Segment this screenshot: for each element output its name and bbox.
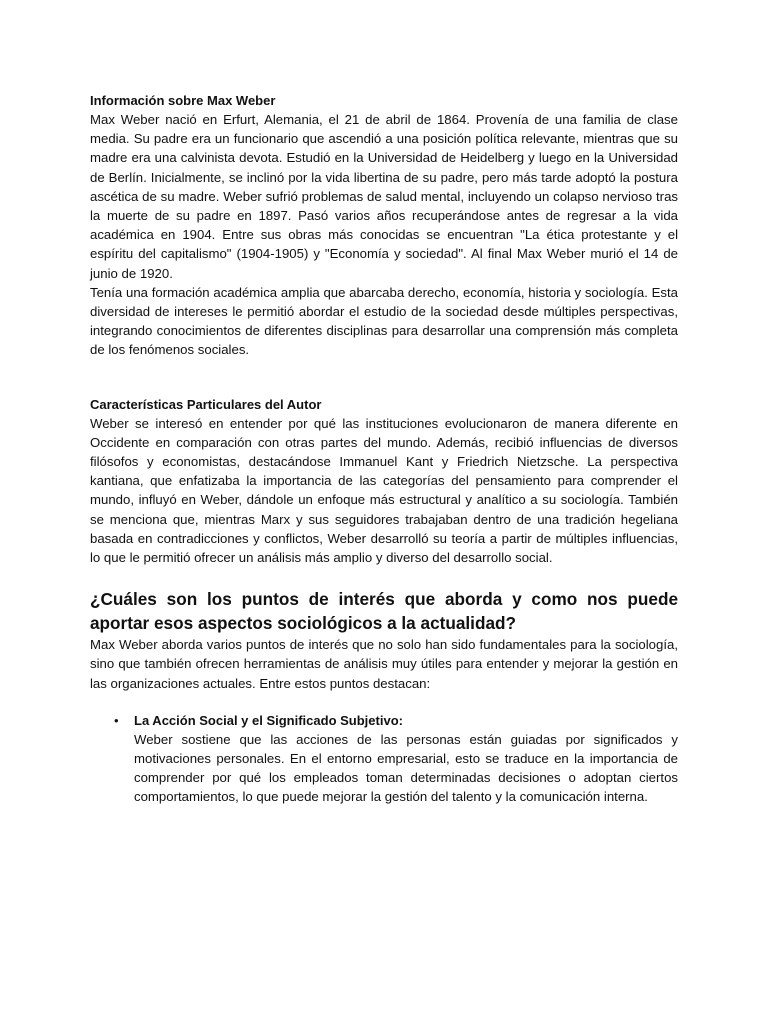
bullet-title: La Acción Social y el Significado Subjetivo: [134,712,403,728]
section-title-characteristics: Características Particulares del Autor [90,396,322,412]
section-title-info: Información sobre Max Weber [90,93,276,108]
bullet-marker: • [114,712,119,728]
paragraph-points-intro: Max Weber aborda varios puntos de interés que no solo han sido fundamentales para la sociología, sino que también ofrecen herramientas de análisis muy útiles para entender y mejorar la gestión en las organizaciones actuales. Entre estos puntos destacan: [90,637,678,691]
paragraph-formation: Tenía una formación académica amplia que abarcaba derecho, economía, historia y sociología. Esta diversidad de intereses le permitió abordar el estudio de la sociedad desde múltiples perspectivas, integrando conocimientos de diferentes disciplinas para desarrollar una comprensión más completa de los fenómenos sociales. [90,284,678,358]
list-item [90,712,678,807]
section-title-question: ¿Cuáles son los puntos de interés que aborda y como nos puede aportar esos aspectos sociológicos a la actualidad? [90,589,678,634]
bullet-list [90,712,678,807]
paragraph-biography: Max Weber nació en Erfurt, Alemania, el 21 de abril de 1864. Provenía de una familia de clase media. Su padre era un funcionario que ascendió a una posición política relevante, mientras que su madre era una calvinista devota. Estudió en la Universidad de Heidelberg y luego en la Universidad de Berlín. Inicialmente, se inclinó por la vida libertina de su padre, pero más tarde adoptó la postura ascética de su madre. Weber sufrió problemas de salud mental, incluyendo un colapso nervioso tras la muerte de su padre en 1897. Pasó varios años recuperándose antes de regresar a la vida académica en 1904. Entre sus obras más conocidas se encuentran "La ética protestante y el espíritu del capitalismo" (1904-1905) y "Economía y sociedad". Al final Max Weber murió el 14 de junio de 1920. [90,112,678,281]
bullet-text: Weber sostiene que las acciones de las personas están guiadas por significados y motivaciones personales. En el entorno empresarial, esto se traduce en la importancia de comprender por qué los empleados toman determinadas decisiones o adoptan ciertos comportamientos, lo que puede mejorar la gestión del talento y la comunicación interna. [134,731,678,805]
paragraph-characteristics: Weber se interesó en entender por qué las instituciones evolucionaron de manera diferente en Occidente en comparación con otras partes del mundo. Además, recibió influencias de diversos filósofos y economistas, destacándose Immanuel Kant y Friedrich Nietzsche. La perspectiva kantiana, que enfatizaba la importancia de las categorías del pensamiento para comprender el mundo, influyó en Weber, dándole un enfoque más estructural y analítico a su sociología. También se menciona que, mientras Marx y sus seguidores trabajaban dentro de una tradición hegeliana basada en contradicciones y conflictos, Weber desarrolló su teoría a partir de múltiples influencias, lo que le permitió ofrecer un análisis más amplio y diverso del desarrollo social. [90,415,678,566]
